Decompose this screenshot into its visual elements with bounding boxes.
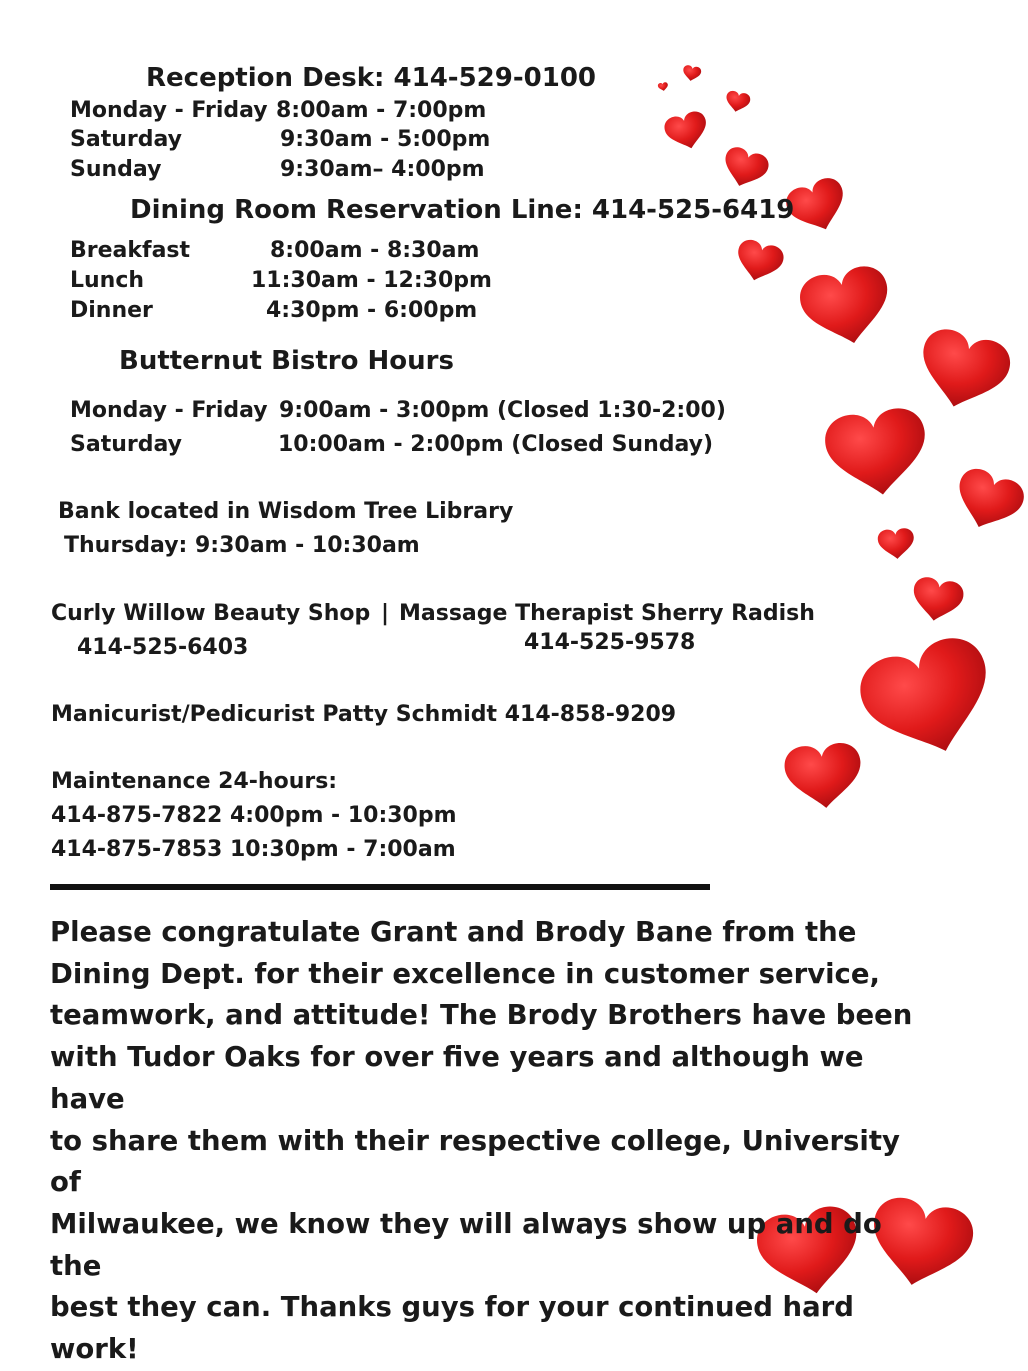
heart-icon [732,237,786,286]
heart-icon [783,741,864,811]
reception-time: 9:30am - 5:00pm [280,127,491,152]
heart-icon [796,262,897,352]
bank-location: Bank located in Wisdom Tree Library [58,499,514,524]
dining-title: Dining Room Reservation Line: 414-525-6419 [130,195,795,225]
reception-days: Monday - Friday [70,98,268,123]
beauty-shop-name: Curly Willow Beauty Shop [51,601,371,626]
reception-title: Reception Desk: 414-529-0100 [146,63,596,93]
meal-name: Lunch [70,268,145,293]
divider [50,884,710,890]
meal-name: Breakfast [70,238,191,263]
heart-icon [911,324,1015,418]
heart-icon [822,405,933,502]
meal-time: 8:00am - 8:30am [270,238,480,263]
meal-time: 11:30am - 12:30pm [251,268,492,293]
announcement-paragraph: Please congratulate Grant and Brody Bane from the Dining Dept. for their excellence in customer service, teamwork, and attitude! The Brody Brothers have been with Tudor Oaks for over five years and although we have to share them with their respective college, University of Milwaukee, we know they will always show up and do the best they can. Thanks guys for your continued hard work! [50,916,913,1366]
massage-therapist-phone: 414-525-9578 [524,630,696,655]
massage-therapist-name: Massage Therapist Sherry Radish [399,601,815,626]
reception-time: 9:30am– 4:00pm [280,157,485,182]
heart-icon [657,82,668,92]
manicurist-line: Manicurist/Pedicurist Patty Schmidt 414-858-9209 [51,702,677,727]
reception-days: Sunday [70,157,162,182]
reception-days: Saturday [70,127,182,152]
bank-hours: Thursday: 9:30am - 10:30am [64,533,420,558]
beauty-shop-phone: 414-525-6403 [77,635,249,660]
bistro-title: Butternut Bistro Hours [119,346,454,376]
reception-time: 8:00am - 7:00pm [276,98,487,123]
heart-icon [718,144,771,193]
meal-name: Dinner [70,298,153,323]
bistro-time: 9:00am - 3:00pm (Closed 1:30-2:00) [279,398,726,423]
heart-icon [662,109,712,154]
maintenance-title: Maintenance 24-hours: [51,769,338,794]
heart-icon [682,64,702,82]
heart-icon [852,629,1007,770]
heart-icon [724,90,752,115]
heart-icon [909,575,965,625]
services-separator: | [381,601,390,626]
bistro-time: 10:00am - 2:00pm (Closed Sunday) [278,432,714,457]
maintenance-line: 414-875-7822 4:00pm - 10:30pm [51,803,457,828]
meal-time: 4:30pm - 6:00pm [266,298,478,323]
heart-icon [948,464,1028,538]
bistro-days: Monday - Friday [70,398,268,423]
maintenance-line: 414-875-7853 10:30pm - 7:00am [51,837,456,862]
heart-icon [877,527,915,560]
bistro-days: Saturday [70,432,182,457]
